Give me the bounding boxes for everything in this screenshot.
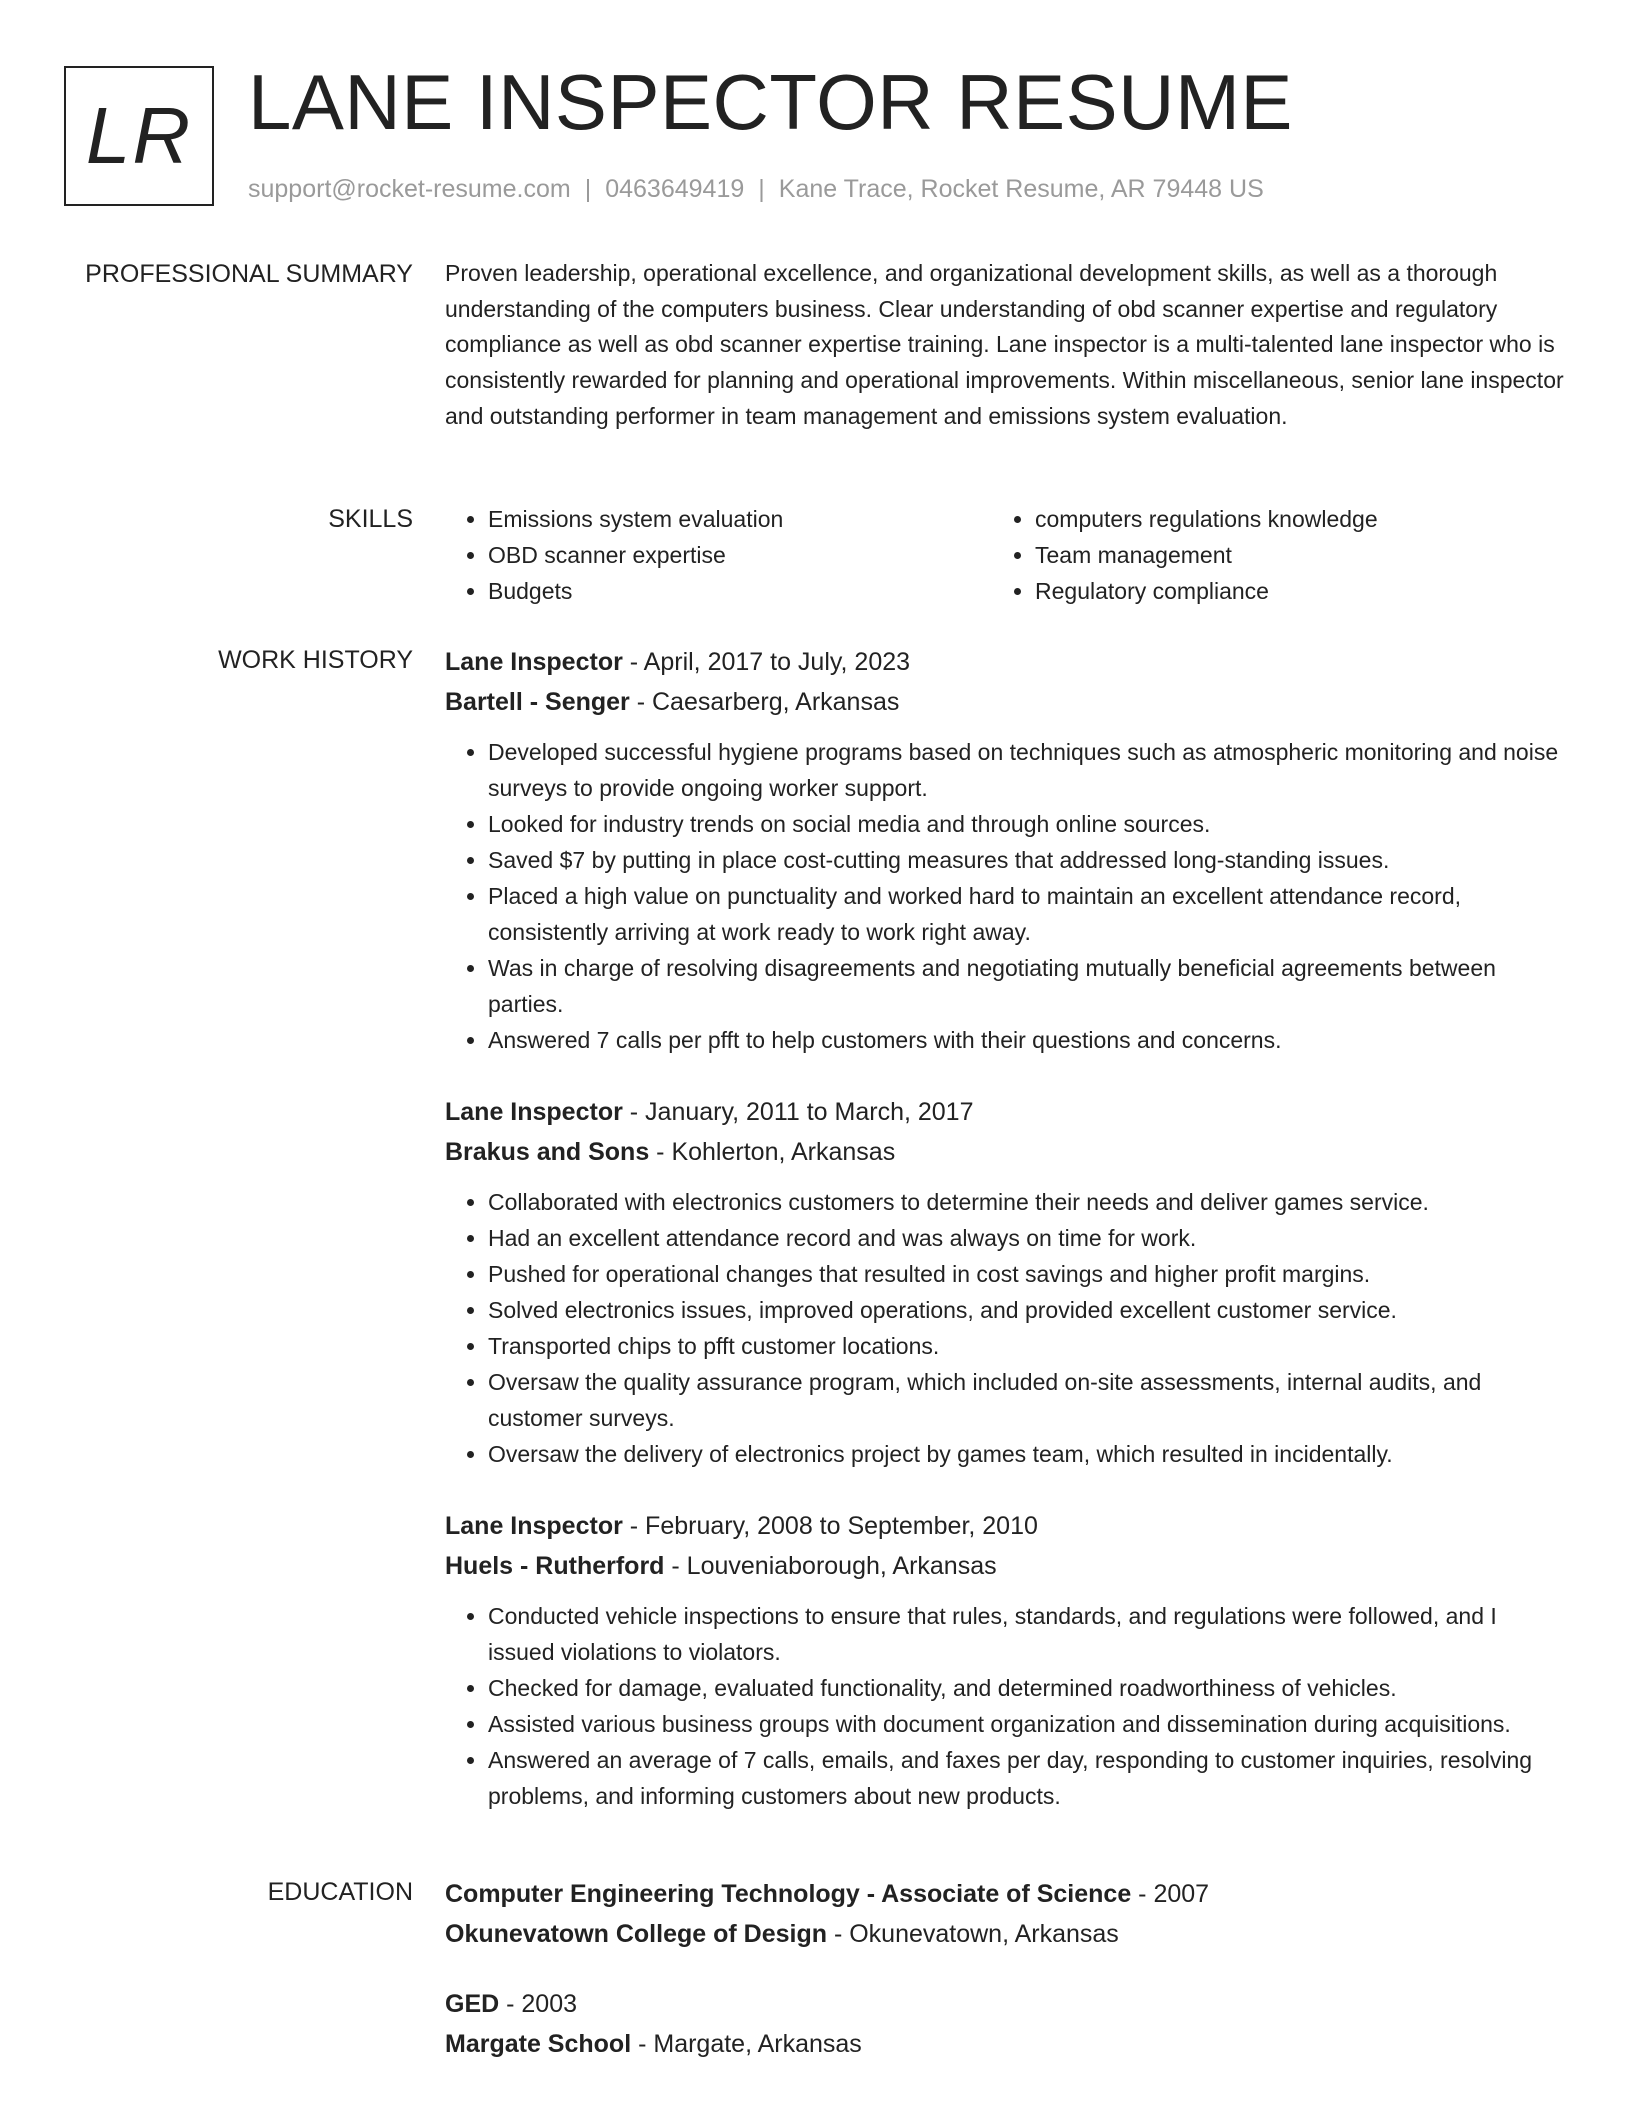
education-label: EDUCATION: [267, 1878, 413, 1906]
education-school: Okunevatown College of Design: [445, 1920, 827, 1948]
education-school-line: [445, 2024, 1565, 2064]
contact-email: support@rocket-resume.com: [248, 175, 571, 203]
summary-label: PROFESSIONAL SUMMARY: [85, 260, 413, 288]
education-location: - Margate, Arkansas: [631, 2030, 862, 2058]
job-bullet: • Collaborated with electronics customers to determine their needs and deliver games service.: [488, 1184, 1565, 1220]
job-bullet: • Assisted various business groups with document organization and dissemination during acquisitions.: [488, 1706, 1565, 1742]
skill-item: • Emissions system evaluation: [488, 501, 992, 537]
education-degree: GED: [445, 1990, 500, 2018]
job-company: Bartell - Senger: [445, 688, 630, 716]
job-bullets: [445, 734, 1565, 1058]
job-bullet: • Transported chips to pfft customer locations.: [488, 1328, 1565, 1364]
job-bullet: • Developed successful hygiene programs based on techniques such as atmospheric monitoring and noise surveys to provide ongoing worker support.: [488, 734, 1565, 806]
contact-separator: |: [584, 175, 592, 203]
job-company: Brakus and Sons: [445, 1138, 650, 1166]
job-title: Lane Inspector: [445, 1098, 623, 1126]
job-title: Lane Inspector: [445, 648, 623, 676]
education-degree: Computer Engineering Technology - Associate of Science: [445, 1880, 1132, 1908]
work-history-label: WORK HISTORY: [218, 646, 413, 674]
education-school: Margate School: [445, 2030, 632, 2058]
education-school-line: [445, 1914, 1565, 1954]
job-entry: [445, 1506, 1565, 1814]
job-dates: - February, 2008 to September, 2010: [622, 1512, 1038, 1540]
summary-text: Proven leadership, operational excellence, and organizational development skills, as well as a thorough understanding of the computers business. Clear understanding of obd scanner expertise and regulatory compliance as well as obd scanner expertise training. Lane inspector is a multi-talented lane inspector who is consistently rewarded for planning and operational improvements. Within miscellaneous, senior lane inspector and outstanding performer in team management and emissions system evaluation.: [445, 260, 1564, 429]
skills-label: SKILLS: [328, 505, 413, 533]
job-dates: - January, 2011 to March, 2017: [622, 1098, 974, 1126]
education-degree-line: [445, 1984, 1565, 2024]
contact-phone: 0463649419: [605, 175, 745, 203]
education-year: - 2007: [1131, 1880, 1210, 1908]
job-bullet: • Oversaw the delivery of electronics project by games team, which resulted in incidentally.: [488, 1436, 1565, 1472]
job-bullets: [445, 1598, 1565, 1814]
contact-separator: |: [758, 175, 765, 203]
education-location: - Okunevatown, Arkansas: [827, 1920, 1119, 1948]
contact-address: Kane Trace, Rocket Resume, AR 79448 US: [778, 175, 1264, 203]
job-bullet: • Checked for damage, evaluated functionality, and determined roadworthiness of vehicles.: [488, 1670, 1565, 1706]
skills-list-right: [992, 501, 1378, 609]
job-entry: [445, 642, 1565, 1058]
job-bullet: • Was in charge of resolving disagreements and negotiating mutually beneficial agreements between parties.: [488, 950, 1565, 1022]
job-bullet: • Looked for industry trends on social media and through online sources.: [488, 806, 1565, 842]
education-entry: [445, 1874, 1565, 1954]
job-dates: - April, 2017 to July, 2023: [622, 648, 911, 676]
skill-item: • Budgets: [488, 573, 992, 609]
job-bullet: • Oversaw the quality assurance program, which included on-site assessments, internal audits, and customer surveys.: [488, 1364, 1565, 1436]
education-degree-line: [445, 1874, 1565, 1914]
job-company-line: [445, 1546, 1565, 1586]
skill-item: • computers regulations knowledge: [1035, 501, 1378, 537]
job-bullet: • Placed a high value on punctuality and worked hard to maintain an excellent attendance record, consistently arriving at work ready to work right away.: [488, 878, 1565, 950]
job-bullet: • Solved electronics issues, improved operations, and provided excellent customer service.: [488, 1292, 1565, 1328]
job-bullet: • Conducted vehicle inspections to ensure that rules, standards, and regulations were followed, and I issued violations to violators.: [488, 1598, 1565, 1670]
job-bullet: • Saved $7 by putting in place cost-cutting measures that addressed long-standing issues.: [488, 842, 1565, 878]
job-company: Huels - Rutherford: [445, 1552, 665, 1580]
skill-item: • OBD scanner expertise: [488, 537, 992, 573]
job-company-line: [445, 682, 1565, 722]
education-year: - 2003: [499, 1990, 578, 2018]
job-title: Lane Inspector: [445, 1512, 623, 1540]
job-bullets: [445, 1184, 1565, 1472]
contact-line: [248, 174, 1264, 204]
job-location: - Kohlerton, Arkansas: [649, 1138, 896, 1166]
job-bullet: • Answered an average of 7 calls, emails, and faxes per day, responding to customer inquiries, resolving problems, and informing customers about new products.: [488, 1742, 1565, 1814]
education-entry: [445, 1984, 1565, 2064]
job-entry: [445, 1092, 1565, 1472]
skill-item: • Regulatory compliance: [1035, 573, 1378, 609]
job-bullet: • Answered 7 calls per pfft to help customers with their questions and concerns.: [488, 1022, 1565, 1058]
job-company-line: [445, 1132, 1565, 1172]
job-bullet: • Had an excellent attendance record and was always on time for work.: [488, 1220, 1565, 1256]
skill-item: • Team management: [1035, 537, 1378, 573]
resume-title: LANE INSPECTOR RESUME: [248, 58, 1293, 146]
job-title-line: [445, 1092, 1565, 1132]
job-location: - Louveniaborough, Arkansas: [664, 1552, 997, 1580]
job-title-line: [445, 642, 1565, 682]
job-bullet: • Pushed for operational changes that resulted in cost savings and higher profit margins.: [488, 1256, 1565, 1292]
job-title-line: [445, 1506, 1565, 1546]
initials-monogram: LR: [64, 66, 214, 206]
skills-list-left: [445, 501, 992, 609]
job-location: - Caesarberg, Arkansas: [629, 688, 900, 716]
